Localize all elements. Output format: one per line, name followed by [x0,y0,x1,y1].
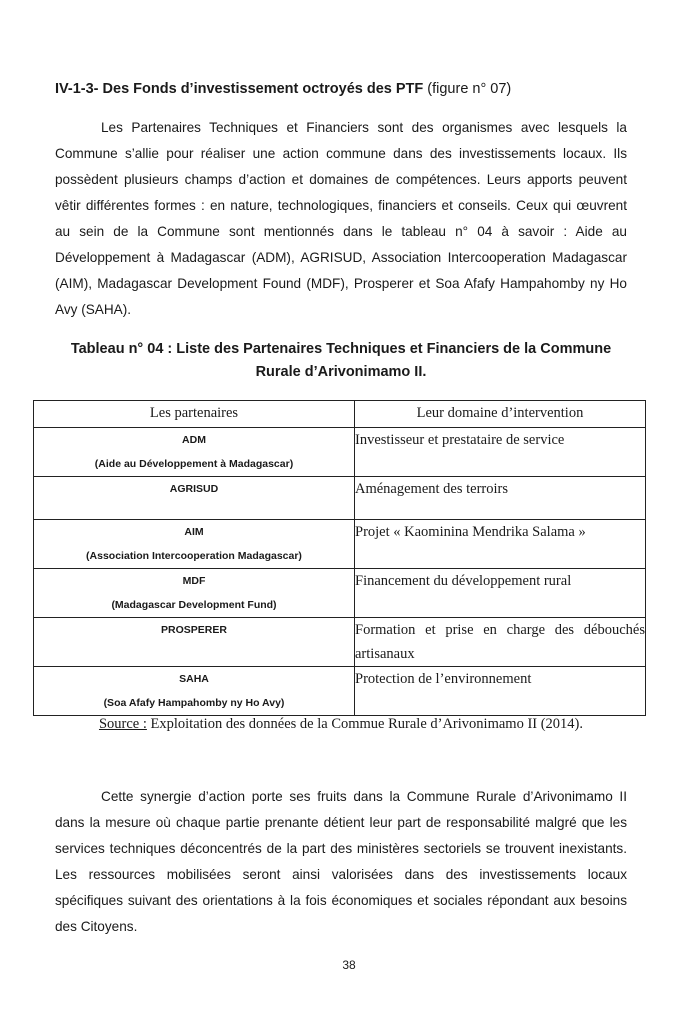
partner-cell [34,520,355,569]
table-row [34,618,646,667]
partner-acronym: AIM [184,526,204,538]
section-heading-figure-ref: (figure n° 07) [427,81,512,97]
domain-cell: Protection de l’environnement [355,667,646,716]
source-label: Source : [98,716,147,732]
domain-cell: Projet « Kaominina Mendrika Salama » [355,520,646,569]
table-title-line-1: Tableau n° 04 : Liste des Partenaires Techniques et Financiers de la Commune [70,341,612,357]
table-row [34,667,646,716]
intro-paragraph: Les Partenaires Techniques et Financiers sont des organismes avec lesquels la Commune s’allie pour réaliser une action commune dans des investissements locaux. Ils possèdent plusieurs champs d’action et domaines de compétences. Leurs apports peuvent vêtir différentes formes : en nature, technologiques, financiers et conseils. Ceux qui œuvrent au sein de la Commune sont mentionnés dans le tableau n° 04 à savoir : Aide au Développement à Madagascar (ADM), AGRISUD, Association Intercooperation Madagascar (AIM), Madagascar Development Found (MDF), Prosperer et Soa Afafy Hampahomby ny Ho Avy (SAHA). [55,120,627,317]
partner-acronym: ADM [182,434,206,446]
partner-acronym: SAHA [179,673,209,685]
header-partners: Les partenaires [34,401,355,428]
partner-acronym: PROSPERER [161,624,227,636]
partner-acronym: MDF [182,575,206,587]
table-row [34,520,646,569]
partner-cell [34,667,355,716]
page-number: 38 [342,958,356,972]
table-row [34,428,646,477]
partner-fullname: (Aide au Développement à Madagascar) [94,458,294,470]
domain-cell: Aménagement des terroirs [355,477,646,520]
partner-fullname: (Soa Afafy Hampahomby ny Ho Avy) [103,697,285,709]
section-heading-title: IV-1-3- Des Fonds d’investissement octroyés des PTF [55,81,424,97]
partner-acronym: AGRISUD [169,483,219,495]
partner-cell [34,428,355,477]
partners-table [33,400,646,716]
table-source [55,716,627,733]
partner-cell [34,477,355,520]
section-heading [55,80,655,98]
table-title [55,338,627,384]
partner-cell [34,569,355,618]
source-text: Exploitation des données de la Commue Rurale d’Arivonimamo II (2014). [150,716,584,732]
domain-cell: Financement du développement rural [355,569,646,618]
table-title-line-2: Rurale d’Arivonimamo II. [255,364,427,380]
domain-cell: Formation et prise en charge des débouchés artisanaux [355,618,646,667]
table-header-row [34,401,646,428]
table-row [34,569,646,618]
partner-cell [34,618,355,667]
partner-fullname: (Association Intercooperation Madagascar) [86,550,302,562]
conclusion-paragraph: Cette synergie d’action porte ses fruits dans la Commune Rurale d’Arivonimamo II dans la mesure où chaque partie prenante détient leur part de responsabilité malgré que les services techniques déconcentrés de la part des ministères sectoriels se trouvent inexistants. Les ressources mobilisées seront ainsi valorisées dans des investissements locaux spécifiques suivant des orientations à la fois économiques et sociales répondant aux besoins des Citoyens. [55,789,627,934]
table-row [34,477,646,520]
header-domain: Leur domaine d’intervention [355,401,646,428]
partner-fullname: (Madagascar Development Fund) [111,599,277,611]
domain-cell: Investisseur et prestataire de service [355,428,646,477]
